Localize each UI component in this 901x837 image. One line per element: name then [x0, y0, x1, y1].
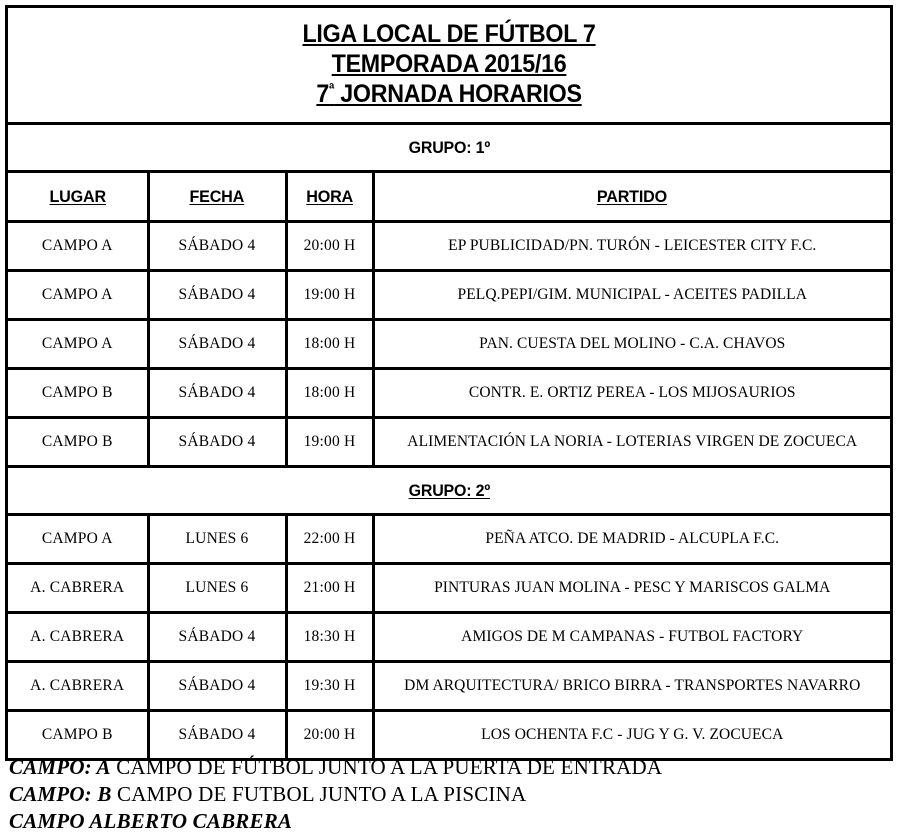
- cell-fecha: SÁBADO 4: [148, 662, 286, 711]
- cell-fecha: SÁBADO 4: [148, 613, 286, 662]
- cell-partido: PELQ.PEPI/GIM. MUNICIPAL - ACEITES PADILLA: [373, 271, 890, 320]
- cell-lugar: CAMPO B: [8, 418, 148, 467]
- table-row: [8, 613, 890, 662]
- cell-hora: 18:30 H: [286, 613, 373, 662]
- table-row: [8, 662, 890, 711]
- column-header-fecha: FECHA: [148, 172, 286, 222]
- cell-hora: 19:00 H: [286, 418, 373, 467]
- cell-lugar: A. CABRERA: [8, 564, 148, 613]
- table-row: [8, 711, 890, 759]
- cell-lugar: A. CABRERA: [8, 662, 148, 711]
- table-row: [8, 564, 890, 613]
- schedule-table-frame: [5, 5, 893, 761]
- cell-partido: PAN. CUESTA DEL MOLINO - C.A. CHAVOS: [373, 320, 890, 369]
- column-header-partido: PARTIDO: [373, 172, 890, 222]
- ordinal-suffix: ª: [329, 80, 335, 98]
- cell-hora: 20:00 H: [286, 222, 373, 271]
- column-header-lugar: LUGAR: [8, 172, 148, 222]
- cell-partido: CONTR. E. ORTIZ PEREA - LOS MIJOSAURIOS: [373, 369, 890, 418]
- title-line-1: LIGA LOCAL DE FÚTBOL 7: [302, 20, 596, 48]
- cell-lugar: CAMPO A: [8, 222, 148, 271]
- group-header-2: [8, 467, 890, 515]
- cell-fecha: LUNES 6: [148, 564, 286, 613]
- cell-partido: LOS OCHENTA F.C - JUG Y G. V. ZOCUECA: [373, 711, 890, 759]
- schedule-table-body: [8, 8, 890, 758]
- table-row: [8, 320, 890, 369]
- cell-lugar: CAMPO A: [8, 271, 148, 320]
- jornada-label: JORNADA HORARIOS: [334, 80, 582, 108]
- cell-fecha: LUNES 6: [148, 515, 286, 564]
- legend-line-b: [9, 781, 889, 808]
- legend-text-b: CAMPO DE FUTBOL JUNTO A LA PISCINA: [111, 782, 527, 806]
- legend-label-b: CAMPO: B: [9, 782, 112, 806]
- cell-partido: ALIMENTACIÓN LA NORIA - LOTERIAS VIRGEN DE ZOCUECA: [373, 418, 890, 467]
- cell-lugar: A. CABRERA: [8, 613, 148, 662]
- cell-fecha: SÁBADO 4: [148, 271, 286, 320]
- column-header-row: [8, 172, 890, 222]
- cell-partido: DM ARQUITECTURA/ BRICO BIRRA - TRANSPORTES NAVARRO: [373, 662, 890, 711]
- cell-fecha: SÁBADO 4: [148, 320, 286, 369]
- legend-text-a: CAMPO DE FÚTBOL JUNTO A LA PUERTA DE ENTRADA: [110, 755, 663, 779]
- cell-hora: 20:00 H: [286, 711, 373, 759]
- group-label-2: GRUPO: 2º: [408, 480, 490, 500]
- cell-hora: 18:00 H: [286, 320, 373, 369]
- cell-hora: 19:00 H: [286, 271, 373, 320]
- cell-hora: 19:30 H: [286, 662, 373, 711]
- cell-partido: AMIGOS DE M CAMPANAS - FUTBOL FACTORY: [373, 613, 890, 662]
- group-band-row-1: [8, 124, 890, 172]
- column-header-hora: HORA: [286, 172, 373, 222]
- cell-fecha: SÁBADO 4: [148, 418, 286, 467]
- cell-partido: PINTURAS JUAN MOLINA - PESC Y MARISCOS GALMA: [373, 564, 890, 613]
- cell-partido: PEÑA ATCO. DE MADRID - ALCUPLA F.C.: [373, 515, 890, 564]
- table-row: [8, 271, 890, 320]
- legend-label-a: CAMPO: A: [9, 755, 111, 779]
- legend-label-c: CAMPO ALBERTO CABRERA: [9, 809, 293, 833]
- legend-line-a: [9, 754, 889, 781]
- cell-hora: 18:00 H: [286, 369, 373, 418]
- document-title: [8, 8, 890, 124]
- cell-lugar: CAMPO B: [8, 711, 148, 759]
- cell-fecha: SÁBADO 4: [148, 222, 286, 271]
- legend-line-c: [9, 808, 889, 835]
- group-label-1: GRUPO: 1º: [408, 137, 490, 157]
- title-line-2: TEMPORADA 2015/16: [331, 50, 567, 78]
- cell-fecha: SÁBADO 4: [148, 711, 286, 759]
- title-row: [8, 8, 890, 124]
- schedule-table: [8, 8, 890, 758]
- venue-legend: [9, 754, 889, 835]
- table-row: [8, 222, 890, 271]
- cell-hora: 22:00 H: [286, 515, 373, 564]
- table-row: [8, 515, 890, 564]
- title-line-3: [39, 79, 859, 109]
- cell-lugar: CAMPO A: [8, 320, 148, 369]
- group-band-row-2: [8, 467, 890, 515]
- cell-lugar: CAMPO B: [8, 369, 148, 418]
- cell-fecha: SÁBADO 4: [148, 369, 286, 418]
- cell-lugar: CAMPO A: [8, 515, 148, 564]
- jornada-number: 7: [316, 80, 330, 108]
- cell-hora: 21:00 H: [286, 564, 373, 613]
- group-header-1: [8, 124, 890, 172]
- table-row: [8, 369, 890, 418]
- cell-partido: EP PUBLICIDAD/PN. TURÓN - LEICESTER CITY F.C.: [373, 222, 890, 271]
- table-row: [8, 418, 890, 467]
